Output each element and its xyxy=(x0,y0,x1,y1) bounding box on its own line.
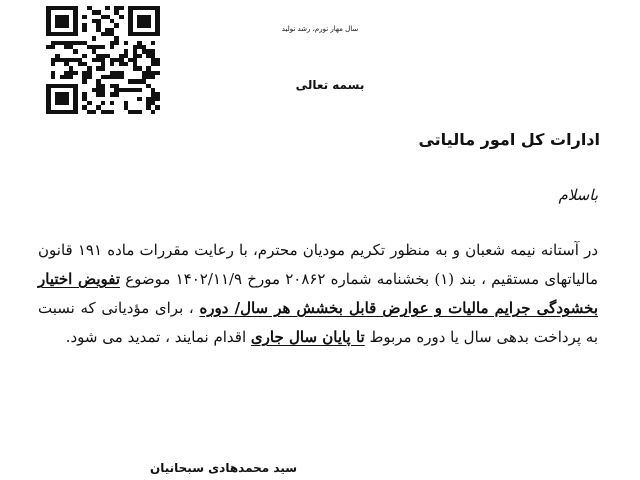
body-text-part-3: اقدام نمایند ، تمدید می شود. xyxy=(65,328,251,346)
body-text-part-2: ، برای مؤدیانی که نسبت به پرداخت بدهی سال یا دوره مربوط xyxy=(38,299,598,346)
recipient-heading: ادارات کل امور مالیاتی xyxy=(418,130,600,149)
body-highlight-deadline: تا پایان سال جاری xyxy=(250,328,365,346)
body-text-part-1: در آستانه نیمه شعبان و به منظور تکریم مودیان محترم، با رعایت مقررات ماده ۱۹۱ قانون مالیاتهای مستقیم ، بند (۱) بخشنامه شماره ۲۰۸۶۲ مورخ ۱۴۰۲/۱۱/۹ موضوع xyxy=(38,241,599,288)
year-slogan: سال مهار تورم، رشد تولید xyxy=(281,25,359,33)
body-highlight-amnesty: تفویض اختیار بخشودگی جرایم مالیات و عوارض قابل بخشش هر سال/ دوره xyxy=(38,270,598,317)
greeting: باسلام xyxy=(558,186,598,204)
signatory-name: سید محمدهادی سبحانیان xyxy=(150,461,298,475)
bismillah-heading: بسمه تعالی xyxy=(295,78,365,92)
letter-body xyxy=(38,236,598,352)
qr-code xyxy=(46,6,160,114)
